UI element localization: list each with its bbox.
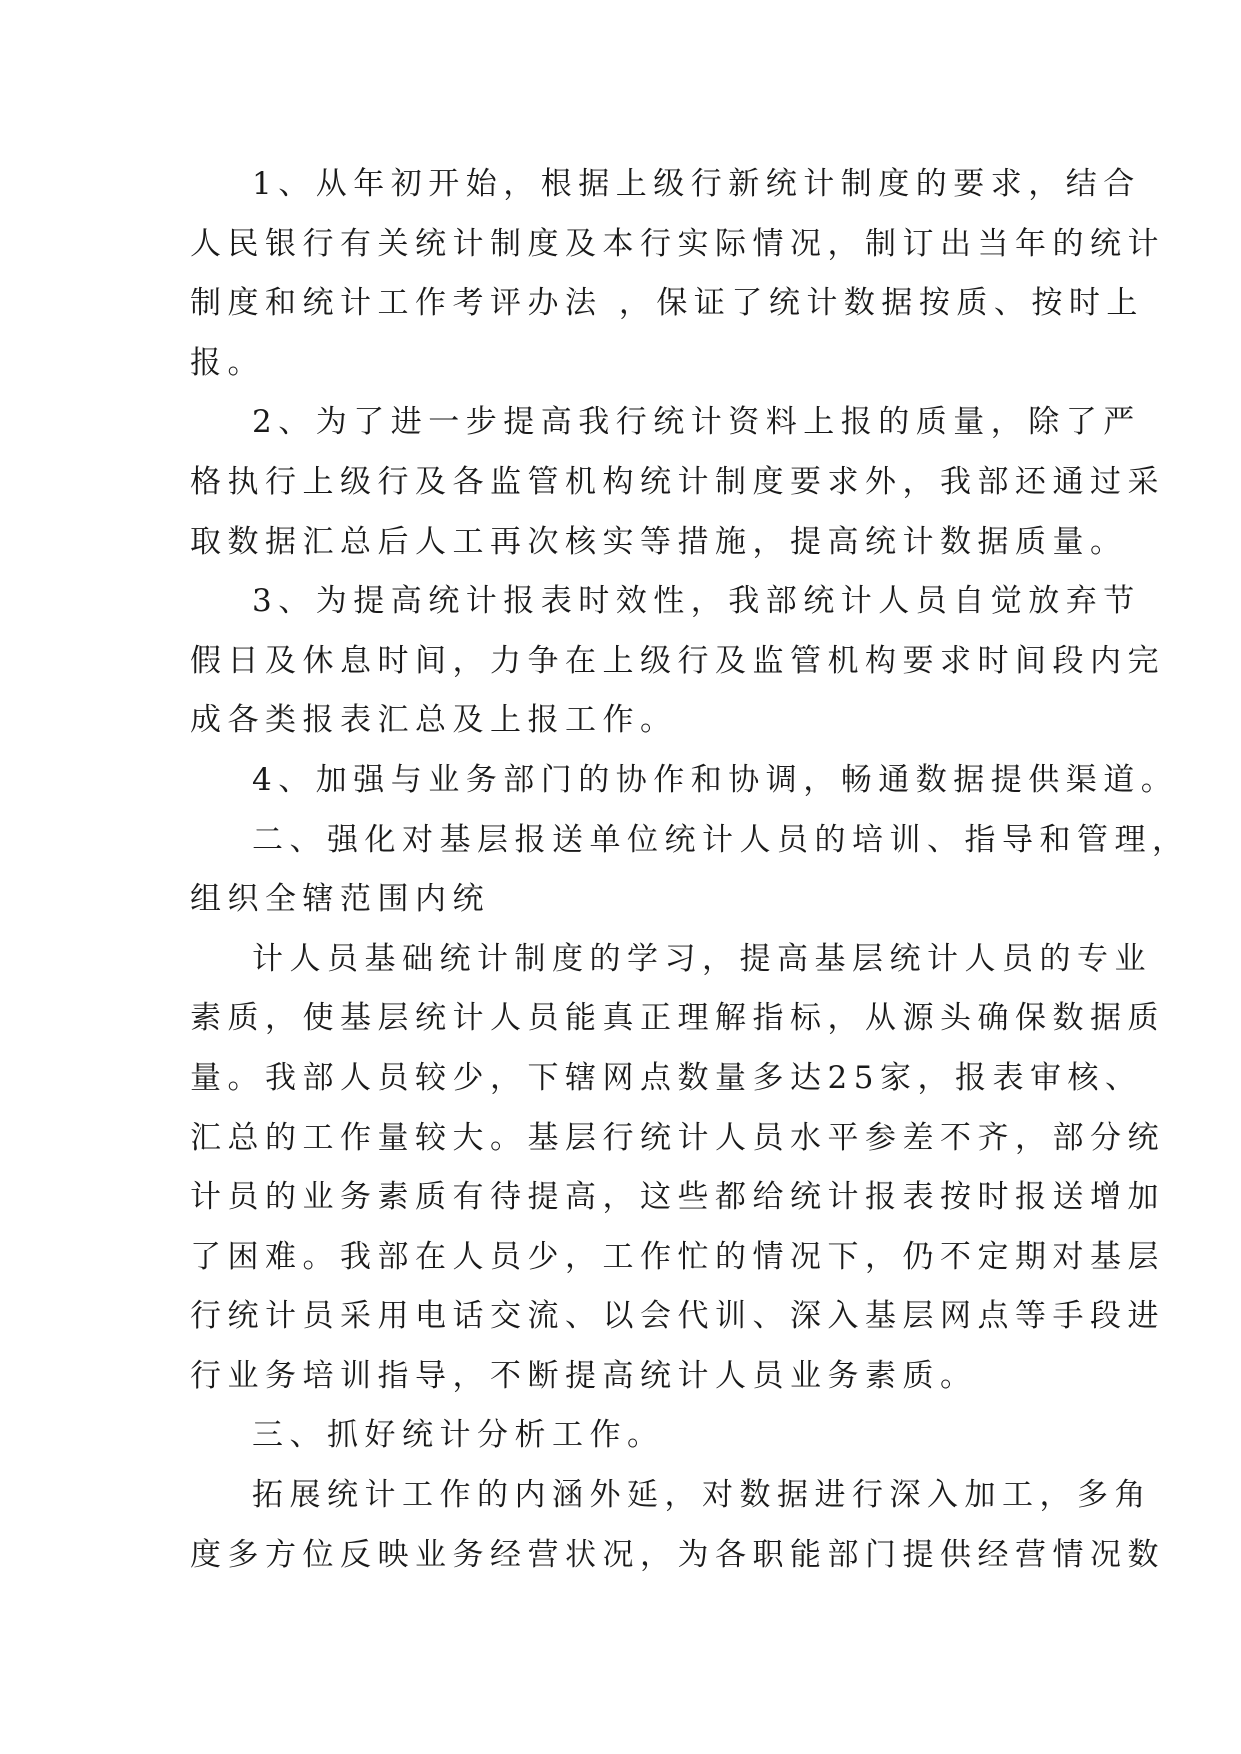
text-line: 4、加强与业务部门的协作和协调，畅通数据提供渠道。 [252, 761, 1179, 798]
text-line: 假日及休息时间，力争在上级行及监管机构要求时间段内完 [190, 642, 1165, 679]
text-line: 制度和统计工作考评办法 ，保证了统计数据按质、按时上 [190, 285, 1144, 322]
text-line: 素质，使基层统计人员能真正理解指标，从源头确保数据质 [190, 1000, 1165, 1037]
text-line: 度多方位反映业务经营状况，为各职能部门提供经营情况数 [190, 1536, 1165, 1573]
text-line: 3、为提高统计报表时效性，我部统计人员自觉放弃节 [252, 583, 1141, 620]
text-line: 计人员基础统计制度的学习，提高基层统计人员的专业 [252, 940, 1152, 977]
text-line: 格执行上级行及各监管机构统计制度要求外，我部还通过采 [190, 463, 1165, 500]
text-line: 1、从年初开始，根据上级行新统计制度的要求，结合 [252, 166, 1141, 202]
text-line: 行业务培训指导，不断提高统计人员业务素质。 [190, 1357, 978, 1394]
text-line: 了困难。我部在人员少，工作忙的情况下，仍不定期对基层 [190, 1238, 1165, 1275]
text-line: 人民银行有关统计制度及本行实际情况，制订出当年的统计 [190, 225, 1165, 262]
text-line: 2、为了进一步提高我行统计资料上报的质量，除了严 [252, 404, 1141, 441]
text-line: 取数据汇总后人工再次核实等措施，提高统计数据质量。 [190, 523, 1128, 560]
section-heading: 二、强化对基层报送单位统计人员的培训、指导和管理， [252, 821, 1190, 858]
section-heading-continued: 组织全辖范围内统 [190, 881, 490, 918]
text-line: 报。 [190, 344, 265, 381]
text-line: 拓展统计工作的内涵外延，对数据进行深入加工，多角 [252, 1477, 1152, 1514]
text-line: 行统计员采用电话交流、以会代训、深入基层网点等手段进 [190, 1298, 1165, 1335]
text-line: 计员的业务素质有待提高，这些都给统计报表按时报送增加 [190, 1179, 1165, 1216]
text-line: 成各类报表汇总及上报工作。 [190, 702, 678, 739]
text-line: 汇总的工作量较大。基层行统计人员水平参差不齐，部分统 [190, 1119, 1165, 1156]
text-line: 量。我部人员较少，下辖网点数量多达25家，报表审核、 [190, 1059, 1143, 1096]
document-body [190, 155, 1190, 1585]
section-heading: 三、抓好统计分析工作。 [252, 1417, 665, 1454]
